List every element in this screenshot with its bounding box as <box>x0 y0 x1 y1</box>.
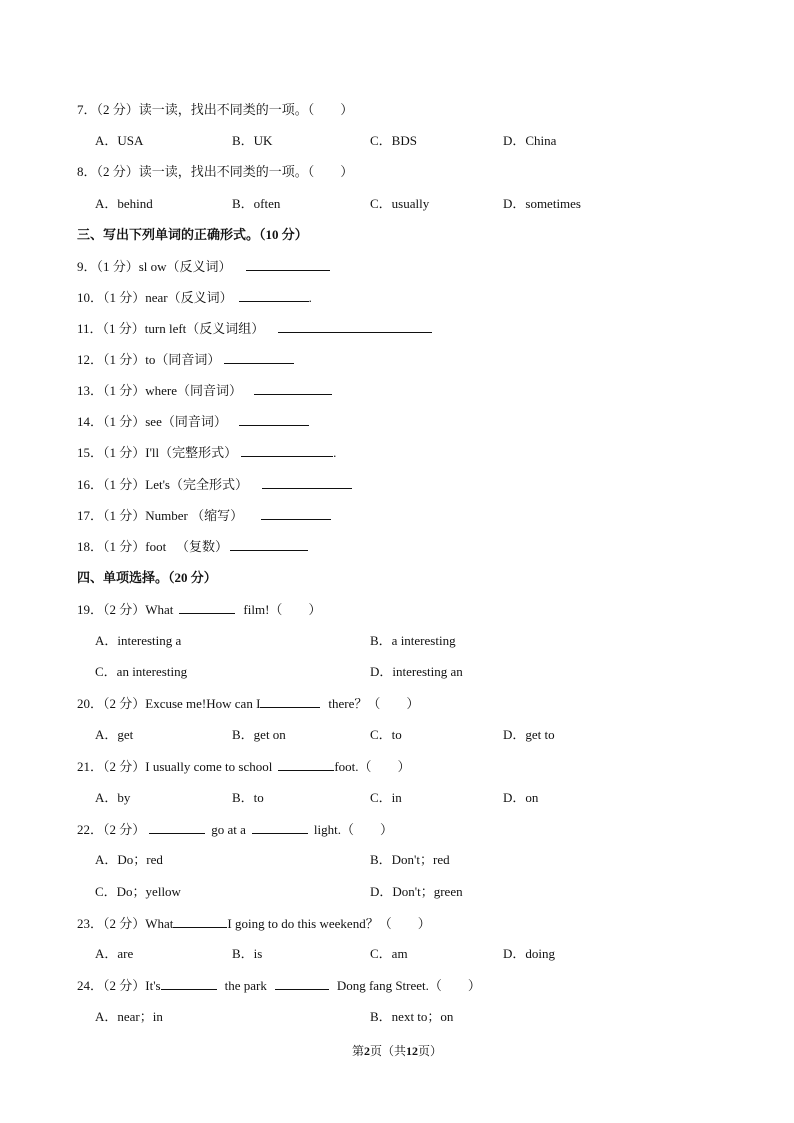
answer-blank[interactable] <box>224 350 294 364</box>
answer-blank[interactable] <box>241 443 333 457</box>
q21-option-a: A．by <box>95 790 131 805</box>
q24-option-a: A．near；in <box>95 1009 163 1024</box>
answer-blank[interactable] <box>246 257 330 271</box>
answer-blank[interactable] <box>230 537 308 551</box>
q7-option-a: A．USA <box>95 133 144 148</box>
q19-option-a: A．interesting a <box>95 633 182 648</box>
question-16: 16．（1 分）Let's（完全形式） <box>77 475 352 494</box>
answer-blank[interactable] <box>261 506 331 520</box>
question-12: 12．（1 分）to（同音词） <box>77 350 294 369</box>
answer-blank[interactable] <box>260 694 320 708</box>
question-17: 17．（1 分）Number （缩写） <box>77 506 331 525</box>
page-footer: 第2页（共12页） <box>351 1044 443 1058</box>
answer-blank[interactable] <box>239 288 309 302</box>
question-9: 9．（1 分）sl ow（反义词） <box>77 257 330 276</box>
q8-option-b: B．often <box>232 196 281 211</box>
q7-option-b: B．UK <box>232 133 273 148</box>
question-19: 19．（2 分）What film!（ ） <box>77 602 322 617</box>
question-21: 21．（2 分）I usually come to school foot.（ ） <box>77 759 411 774</box>
answer-blank[interactable] <box>252 820 308 834</box>
question-24: 24．（2 分）It's the park Dong fang Street.（ ） <box>77 978 481 993</box>
q19-option-d: D．interesting an <box>370 664 463 679</box>
question-23: 23．（2 分）What I going to do this weekend？（ ） <box>77 916 431 931</box>
question-7: 7．（2 分）读一读，找出不同类的一项。（ ） <box>77 102 354 117</box>
q21-option-b: B．to <box>232 790 264 805</box>
answer-blank[interactable] <box>275 976 329 990</box>
q8-option-d: D．sometimes <box>503 196 581 211</box>
q23-option-b: B．is <box>232 946 263 961</box>
answer-blank[interactable] <box>173 914 227 928</box>
question-11: 11．（1 分）turn left（反义词组） <box>77 319 432 338</box>
q19-option-b: B．a interesting <box>370 633 456 648</box>
q22-option-a: A．Do；red <box>95 852 163 867</box>
question-20: 20．（2 分）Excuse me!How can I there？（ ） <box>77 696 420 711</box>
q21-option-d: D．on <box>503 790 539 805</box>
answer-blank[interactable] <box>149 820 205 834</box>
question-22: 22．（2 分） go at a light.（ ） <box>77 822 394 837</box>
section-3-heading: 三、写出下列单词的正确形式。（10 分） <box>77 227 308 242</box>
q22-option-d: D．Don't；green <box>370 884 463 899</box>
q20-option-a: A．get <box>95 727 134 742</box>
question-18: 18．（1 分）foot （复数） <box>77 537 308 556</box>
q8-option-a: A．behind <box>95 196 153 211</box>
section-4-heading: 四、单项选择。（20 分） <box>77 570 217 585</box>
q24-option-b: B．next to；on <box>370 1009 454 1024</box>
q23-option-a: A．are <box>95 946 134 961</box>
q21-option-c: C．in <box>370 790 402 805</box>
q22-option-c: C．Do；yellow <box>95 884 181 899</box>
q20-option-d: D．get to <box>503 727 555 742</box>
q7-option-c: C．BDS <box>370 133 417 148</box>
answer-blank[interactable] <box>239 412 309 426</box>
answer-blank[interactable] <box>161 976 217 990</box>
q23-option-c: C．am <box>370 946 408 961</box>
q23-option-d: D．doing <box>503 946 556 961</box>
answer-blank[interactable] <box>278 319 432 333</box>
question-10: 10．（1 分）near（反义词） . <box>77 290 312 305</box>
q19-option-c: C．an interesting <box>95 664 188 679</box>
answer-blank[interactable] <box>179 600 235 614</box>
question-8: 8．（2 分）读一读，找出不同类的一项。（ ） <box>77 164 354 179</box>
q8-option-c: C．usually <box>370 196 430 211</box>
question-15: 15．（1 分）I'll（完整形式） . <box>77 445 337 460</box>
answer-blank[interactable] <box>278 757 334 771</box>
q7-option-d: D．China <box>503 133 557 148</box>
question-13: 13．（1 分）where（同音词） <box>77 381 332 400</box>
q20-option-b: B．get on <box>232 727 286 742</box>
answer-blank[interactable] <box>254 381 332 395</box>
q22-option-b: B．Don't；red <box>370 852 450 867</box>
q20-option-c: C．to <box>370 727 402 742</box>
answer-blank[interactable] <box>262 475 352 489</box>
question-14: 14．（1 分）see（同音词） <box>77 412 309 431</box>
